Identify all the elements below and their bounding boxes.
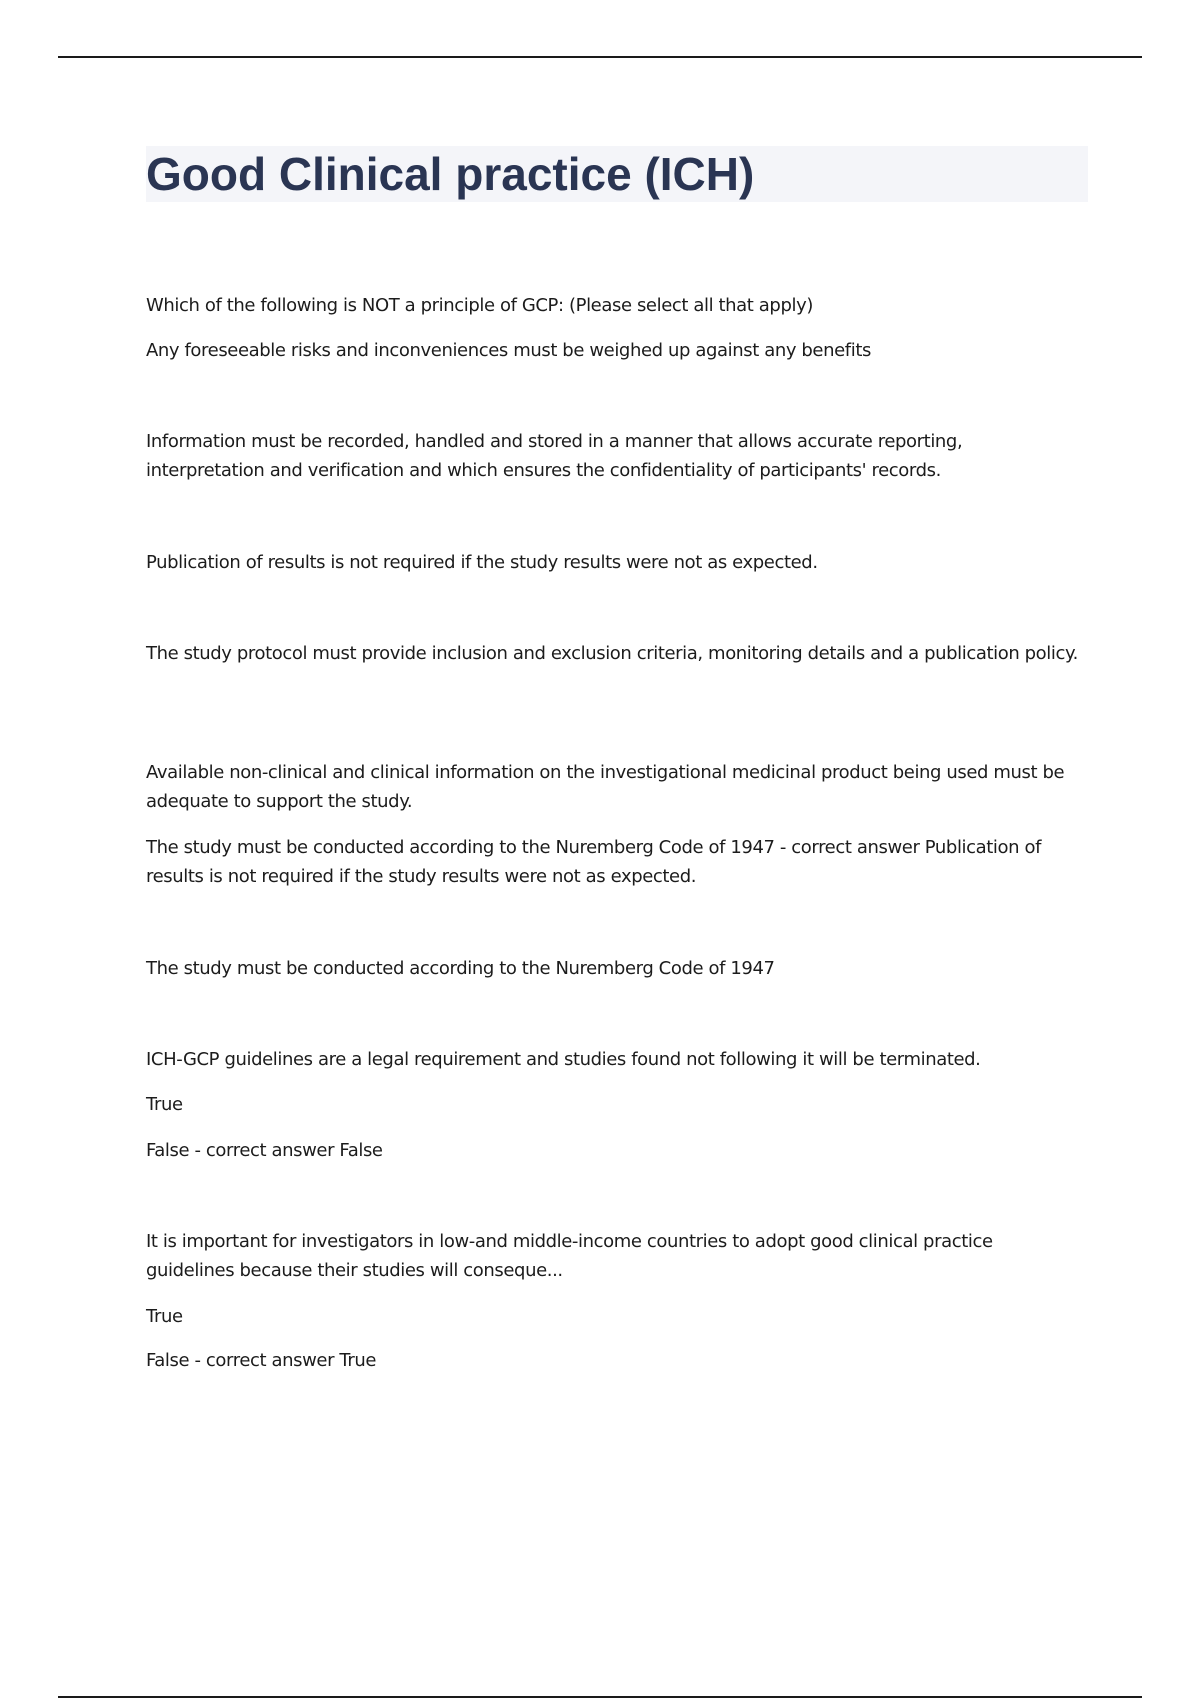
top-rule bbox=[58, 56, 1142, 58]
page-title: Good Clinical practice (ICH) bbox=[146, 148, 755, 200]
question-1: Which of the following is NOT a principle of GCP: (Please select all that apply) bbox=[146, 295, 813, 316]
bottom-rule bbox=[58, 1696, 1142, 1698]
question-3: It is important for investigators in low-and middle-income countries to adopt good clinical practice guidelines because their studies will conseque... bbox=[146, 1231, 993, 1281]
option-2-true: True bbox=[146, 1094, 183, 1115]
option-1b: Information must be recorded, handled and stored in a manner that allows accurate reporting, interpretation and verification and which ensures the confidentiality of participants' records. bbox=[146, 431, 963, 481]
option-1a: Any foreseeable risks and inconveniences must be weighed up against any benefits bbox=[146, 340, 871, 361]
option-3-false-answer: False - correct answer True bbox=[146, 1350, 377, 1371]
option-3-true: True bbox=[146, 1306, 183, 1327]
option-1d: The study protocol must provide inclusion and exclusion criteria, monitoring details and a publication policy. bbox=[146, 643, 1078, 664]
option-1c: Publication of results is not required if the study results were not as expected. bbox=[146, 552, 818, 573]
answer-1-repeat: The study must be conducted according to the Nuremberg Code of 1947 bbox=[146, 958, 775, 979]
option-2-false-answer: False - correct answer False bbox=[146, 1140, 383, 1161]
option-1e: Available non-clinical and clinical information on the investigational medicinal product being used must be adequate to support the study. bbox=[146, 762, 1065, 812]
option-1f-with-answer: The study must be conducted according to the Nuremberg Code of 1947 - correct answer Publication of results is not required if the study results were not as expected. bbox=[146, 837, 1042, 887]
question-2: ICH-GCP guidelines are a legal requirement and studies found not following it will be terminated. bbox=[146, 1049, 981, 1070]
